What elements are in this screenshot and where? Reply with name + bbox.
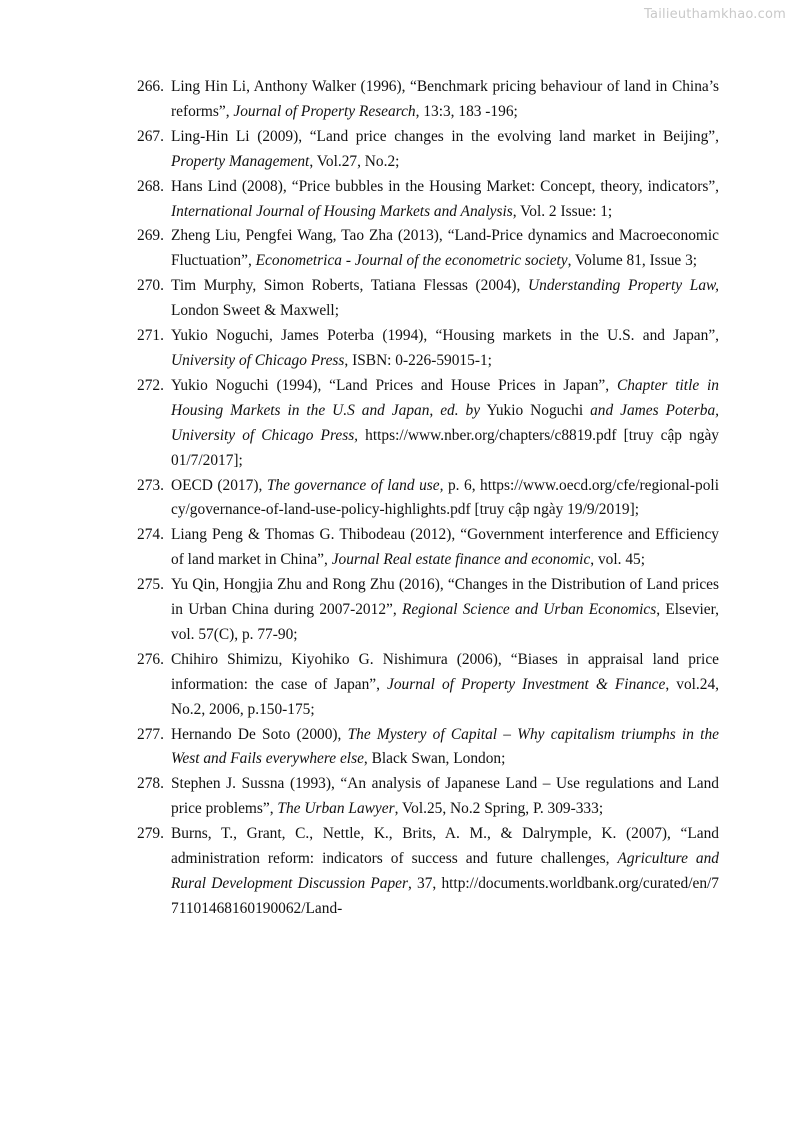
reference-italic-segment: Journal Real estate finance and economic bbox=[331, 551, 591, 569]
reference-item bbox=[137, 474, 719, 524]
reference-segment: , Elsevier, vol. 57(C), p. 77-90; bbox=[171, 601, 719, 643]
reference-segment: , vol.24, No.2, 2006, p.150-175; bbox=[171, 675, 719, 718]
reference-number: 267. bbox=[137, 127, 164, 145]
reference-italic-segment: Agriculture and Rural Development Discussion Paper bbox=[171, 850, 719, 892]
reference-italic-segment: University of Chicago Press bbox=[171, 351, 345, 369]
reference-text bbox=[171, 125, 719, 175]
reference-text bbox=[171, 224, 719, 274]
reference-text bbox=[171, 523, 719, 573]
reference-item bbox=[137, 274, 719, 324]
reference-item bbox=[137, 224, 719, 274]
reference-italic-segment: Understanding Property Law, bbox=[528, 277, 719, 295]
reference-segment: Ling Hin Li, Anthony Walker (1996), “Benchmark pricing behaviour of land in China’s reforms”, bbox=[171, 78, 719, 120]
reference-segment: , Volume 81, Issue 3; bbox=[567, 252, 698, 270]
reference-number: 266. bbox=[137, 78, 164, 95]
reference-segment: OECD (2017), bbox=[171, 476, 267, 494]
reference-segment: , vol. 45; bbox=[590, 551, 646, 569]
reference-text bbox=[171, 573, 719, 648]
reference-segment: , ISBN: 0-226-59015-1; bbox=[344, 351, 492, 369]
reference-text bbox=[171, 822, 719, 922]
reference-text bbox=[171, 175, 719, 225]
reference-item bbox=[137, 523, 719, 573]
reference-italic-segment: Regional Science and Urban Economics bbox=[401, 601, 657, 619]
reference-text bbox=[171, 374, 719, 474]
reference-item bbox=[137, 125, 719, 175]
reference-text bbox=[171, 648, 719, 723]
reference-segment: Yukio Noguchi (1994), “Land Prices and House Prices in Japan”, bbox=[171, 376, 617, 394]
reference-segment: Ling-Hin Li (2009), “Land price changes in the evolving land market in Beijing”, bbox=[171, 127, 719, 145]
reference-italic-segment: Property Management bbox=[171, 152, 310, 170]
reference-italic-segment: The governance of land use, bbox=[266, 476, 444, 494]
reference-italic-segment: Journal of Property Research bbox=[233, 102, 416, 120]
watermark-text: Tailieuthamkhao.com bbox=[644, 7, 786, 22]
reference-segment: p. 6, https://www.oecd.org/cfe/regional-policy/governance-of-land-use-policy-highlights.pdf [truy cập ngày 19/9/2019]; bbox=[171, 476, 719, 519]
reference-text bbox=[171, 75, 719, 125]
reference-segment: Hans Lind (2008), “Price bubbles in the Housing Market: Concept, theory, indicators”, bbox=[171, 177, 719, 195]
reference-item bbox=[137, 822, 719, 922]
reference-segment: Zheng Liu, Pengfei Wang, Tao Zha (2013), “Land-Price dynamics and Macroeconomic Fluctuation”, bbox=[171, 227, 719, 270]
reference-italic-segment: Econometrica - Journal of the econometric society bbox=[255, 252, 568, 270]
reference-number: 277. bbox=[137, 725, 164, 743]
reference-text bbox=[171, 324, 719, 374]
reference-list bbox=[137, 75, 719, 922]
reference-number: 272. bbox=[137, 376, 164, 394]
reference-segment: Hernando De Soto (2000), bbox=[171, 725, 348, 743]
reference-segment: Yukio Noguchi, James Poterba (1994), “Housing markets in the U.S. and Japan”, bbox=[171, 327, 719, 345]
reference-italic-segment: The Mystery of Capital – Why capitalism triumphs in the West and Fails everywhere else bbox=[171, 725, 719, 768]
reference-item bbox=[137, 374, 719, 474]
reference-number: 278. bbox=[137, 775, 164, 793]
reference-number: 270. bbox=[137, 277, 164, 295]
reference-italic-segment: The Urban Lawyer bbox=[277, 800, 395, 818]
reference-item bbox=[137, 175, 719, 225]
reference-number: 274. bbox=[137, 526, 164, 544]
reference-italic-segment: Journal of Property Investment & Finance bbox=[387, 675, 666, 693]
reference-text bbox=[171, 274, 719, 324]
reference-number: 273. bbox=[137, 476, 164, 494]
reference-item bbox=[137, 324, 719, 374]
reference-segment: Yu Qin, Hongjia Zhu and Rong Zhu (2016), “Changes in the Distribution of Land prices in Urban China during 2007-2012”, bbox=[171, 576, 719, 619]
reference-number: 279. bbox=[137, 825, 164, 843]
reference-segment: Liang Peng & Thomas G. Thibodeau (2012), “Government interference and Efficiency of land market in China”, bbox=[171, 526, 719, 569]
reference-segment: https://www.nber.org/chapters/c8819.pdf [truy cập ngày 01/7/2017]; bbox=[171, 426, 720, 469]
reference-italic-segment: and James Poterba, University of Chicago Press, bbox=[171, 401, 719, 444]
reference-segment: , Vol. 2 Issue: 1; bbox=[512, 202, 613, 220]
reference-segment: Burns, T., Grant, C., Nettle, K., Brits, A. M., & Dalrymple, K. (2007), “Land administration reform: indicators of success and future challenges, bbox=[171, 825, 719, 868]
reference-item bbox=[137, 648, 719, 723]
reference-segment: , Vol.27, No.2; bbox=[309, 152, 400, 170]
reference-segment: Chihiro Shimizu, Kiyohiko G. Nishimura (2006), “Biases in appraisal land price information: the case of Japan”, bbox=[171, 650, 719, 693]
reference-number: 268. bbox=[137, 177, 164, 195]
reference-number: 271. bbox=[137, 327, 164, 345]
reference-text bbox=[171, 474, 719, 524]
reference-segment: , Black Swan, London; bbox=[363, 750, 506, 768]
reference-text bbox=[171, 772, 719, 822]
reference-item bbox=[137, 75, 719, 125]
reference-segment: Yukio Noguchi bbox=[480, 401, 591, 419]
reference-number: 275. bbox=[137, 576, 164, 594]
reference-segment: , 13:3, 183 -196; bbox=[415, 102, 518, 120]
reference-segment: Stephen J. Sussna (1993), “An analysis of Japanese Land – Use regulations and Land price problems”, bbox=[171, 775, 719, 818]
reference-item bbox=[137, 573, 719, 648]
reference-segment: Tim Murphy, Simon Roberts, Tatiana Flessas (2004), bbox=[171, 277, 529, 295]
reference-text bbox=[171, 723, 719, 773]
reference-segment: London Sweet & Maxwell; bbox=[171, 302, 339, 320]
reference-italic-segment: Chapter title in Housing Markets in the U.S and Japan, ed. by bbox=[171, 376, 719, 419]
reference-item bbox=[137, 772, 719, 822]
reference-number: 269. bbox=[137, 227, 164, 245]
reference-segment: , 37, http://documents.worldbank.org/curated/en/771101468160190062/Land- bbox=[171, 875, 719, 917]
reference-number: 276. bbox=[137, 650, 164, 668]
reference-italic-segment: International Journal of Housing Markets and Analysis bbox=[171, 202, 513, 220]
reference-segment: , Vol.25, No.2 Spring, P. 309-333; bbox=[394, 800, 604, 818]
reference-item bbox=[137, 723, 719, 773]
